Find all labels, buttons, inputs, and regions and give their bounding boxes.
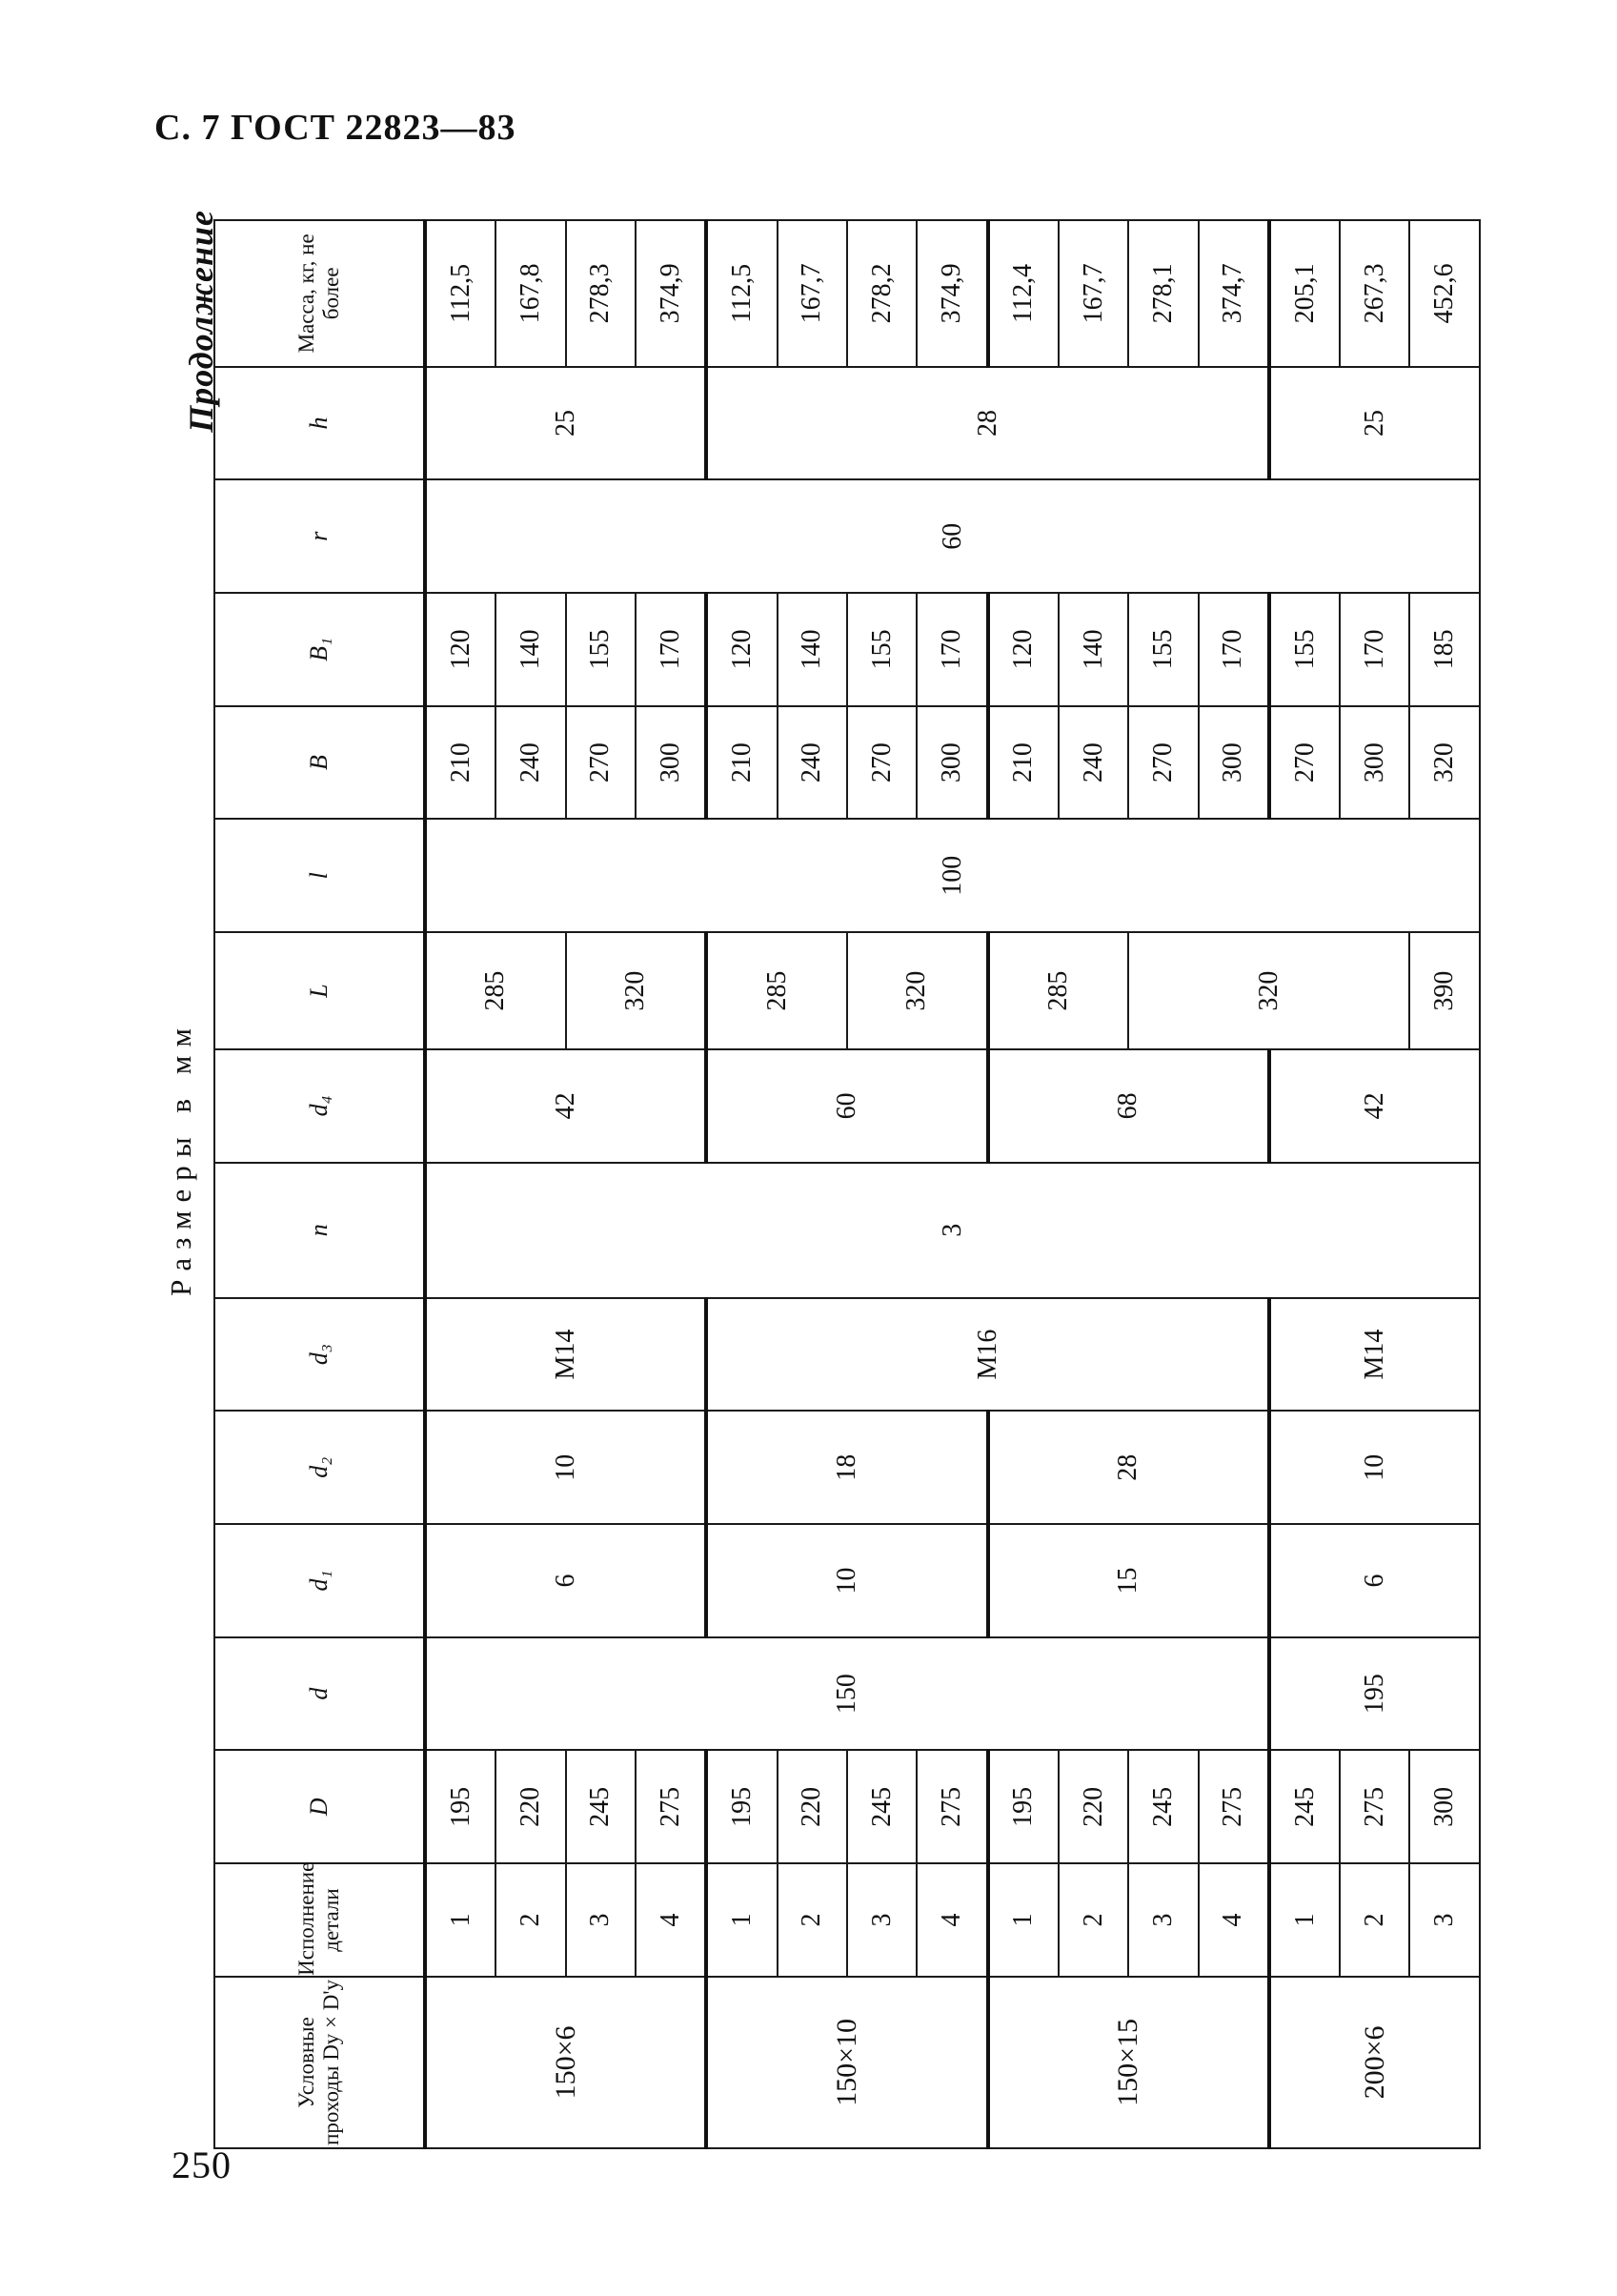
size-cell: 150×15 <box>988 1977 1269 2148</box>
d-cell: 150 <box>425 1637 1269 1751</box>
mass-cell: 112,5 <box>425 220 495 367</box>
table-row <box>425 220 495 2148</box>
d4-cell: 68 <box>988 1049 1269 1163</box>
exec-cell: 2 <box>495 1863 565 1977</box>
D-cell: 300 <box>1409 1750 1480 1863</box>
mass-cell: 167,8 <box>495 220 565 367</box>
size-cell: 150×6 <box>425 1977 706 2148</box>
exec-cell: 1 <box>425 1863 495 1977</box>
B-cell: 240 <box>1059 706 1128 820</box>
d3-cell: M14 <box>425 1298 706 1412</box>
B1-cell: 170 <box>636 593 706 706</box>
col-header-D: D <box>214 1750 425 1863</box>
d4-cell: 42 <box>1269 1049 1480 1163</box>
exec-cell: 3 <box>566 1863 636 1977</box>
mass-cell: 452,6 <box>1409 220 1480 367</box>
B-cell: 270 <box>1269 706 1340 820</box>
B-cell: 300 <box>1340 706 1409 820</box>
B1-cell: 120 <box>425 593 495 706</box>
D-cell: 195 <box>425 1750 495 1863</box>
B-cell: 210 <box>706 706 777 820</box>
L-cell: 320 <box>566 932 707 1049</box>
h-cell: 28 <box>706 367 1269 480</box>
exec-cell: 2 <box>1340 1863 1409 1977</box>
B-cell: 320 <box>1409 706 1480 820</box>
col-header-size: Условные проходы Dу × D'у <box>214 1977 425 2148</box>
L-cell: 320 <box>1128 932 1409 1049</box>
B1-cell: 155 <box>847 593 917 706</box>
mass-cell: 278,3 <box>566 220 636 367</box>
d2-cell: 10 <box>1269 1411 1480 1524</box>
B-cell: 300 <box>1199 706 1269 820</box>
d3-cell: M16 <box>706 1298 1269 1412</box>
page-number: 250 <box>172 2144 232 2186</box>
col-header-mass: Масса, кг, не более <box>214 220 425 367</box>
exec-cell: 1 <box>706 1863 777 1977</box>
mass-cell: 167,7 <box>778 220 847 367</box>
col-header-exec: Исполнение детали <box>214 1863 425 1977</box>
d1-cell: 15 <box>988 1524 1269 1637</box>
mass-cell: 267,3 <box>1340 220 1409 367</box>
B-cell: 270 <box>847 706 917 820</box>
L-cell: 390 <box>1409 932 1480 1049</box>
d2-cell: 18 <box>706 1411 987 1524</box>
h-cell: 25 <box>1269 367 1480 480</box>
r-cell: 60 <box>425 479 1480 593</box>
B1-cell: 155 <box>566 593 636 706</box>
B1-cell: 170 <box>1199 593 1269 706</box>
specification-table <box>213 219 1481 2149</box>
mass-cell: 112,4 <box>988 220 1059 367</box>
B-cell: 270 <box>1128 706 1198 820</box>
mass-cell: 374,9 <box>917 220 987 367</box>
D-cell: 220 <box>1059 1750 1128 1863</box>
mass-cell: 374,9 <box>636 220 706 367</box>
exec-cell: 4 <box>636 1863 706 1977</box>
exec-cell: 4 <box>1199 1863 1269 1977</box>
col-header-d2: d₂ <box>214 1411 425 1524</box>
col-header-l: l <box>214 819 425 932</box>
exec-cell: 3 <box>1409 1863 1480 1977</box>
L-cell: 285 <box>425 932 566 1049</box>
B1-cell: 155 <box>1128 593 1198 706</box>
mass-cell: 278,1 <box>1128 220 1198 367</box>
B-cell: 240 <box>495 706 565 820</box>
exec-cell: 1 <box>988 1863 1059 1977</box>
D-cell: 245 <box>566 1750 636 1863</box>
B-cell: 300 <box>917 706 987 820</box>
B1-cell: 140 <box>1059 593 1128 706</box>
L-cell: 285 <box>988 932 1129 1049</box>
B1-cell: 140 <box>495 593 565 706</box>
col-header-n: n <box>214 1163 425 1298</box>
l-cell: 100 <box>425 819 1480 932</box>
d3-cell: M14 <box>1269 1298 1480 1412</box>
n-cell: 3 <box>425 1163 1480 1298</box>
table-header-row <box>214 220 425 2148</box>
B-cell: 240 <box>778 706 847 820</box>
d-cell: 195 <box>1269 1637 1480 1751</box>
B-cell: 210 <box>425 706 495 820</box>
col-header-d4: d₄ <box>214 1049 425 1163</box>
mass-cell: 167,7 <box>1059 220 1128 367</box>
D-cell: 275 <box>636 1750 706 1863</box>
D-cell: 245 <box>1128 1750 1198 1863</box>
B1-cell: 155 <box>1269 593 1340 706</box>
col-header-h: h <box>214 367 425 480</box>
B-cell: 210 <box>988 706 1059 820</box>
mass-cell: 112,5 <box>706 220 777 367</box>
B-cell: 300 <box>636 706 706 820</box>
size-cell: 150×10 <box>706 1977 987 2148</box>
B1-cell: 120 <box>988 593 1059 706</box>
exec-cell: 3 <box>847 1863 917 1977</box>
col-header-d: d <box>214 1637 425 1751</box>
D-cell: 275 <box>1199 1750 1269 1863</box>
B1-cell: 120 <box>706 593 777 706</box>
D-cell: 220 <box>778 1750 847 1863</box>
h-cell: 25 <box>425 367 706 480</box>
d4-cell: 60 <box>706 1049 987 1163</box>
dimensions-label: Размеры в мм <box>164 1020 197 1296</box>
B1-cell: 185 <box>1409 593 1480 706</box>
col-header-r: r <box>214 479 425 593</box>
mass-cell: 374,7 <box>1199 220 1269 367</box>
exec-cell: 2 <box>778 1863 847 1977</box>
d1-cell: 6 <box>1269 1524 1480 1637</box>
mass-cell: 205,1 <box>1269 220 1340 367</box>
D-cell: 275 <box>1340 1750 1409 1863</box>
mass-cell: 278,2 <box>847 220 917 367</box>
B-cell: 270 <box>566 706 636 820</box>
col-header-d1: d₁ <box>214 1524 425 1637</box>
col-header-L: L <box>214 932 425 1049</box>
continuation-label: Продолжение <box>182 210 220 433</box>
table-rotated-wrapper <box>213 219 1481 2149</box>
exec-cell: 4 <box>917 1863 987 1977</box>
D-cell: 220 <box>495 1750 565 1863</box>
L-cell: 320 <box>847 932 988 1049</box>
B1-cell: 140 <box>778 593 847 706</box>
B1-cell: 170 <box>1340 593 1409 706</box>
d1-cell: 10 <box>706 1524 987 1637</box>
d2-cell: 28 <box>988 1411 1269 1524</box>
d4-cell: 42 <box>425 1049 706 1163</box>
exec-cell: 2 <box>1059 1863 1128 1977</box>
D-cell: 245 <box>847 1750 917 1863</box>
size-cell: 200×6 <box>1269 1977 1480 2148</box>
L-cell: 285 <box>706 932 847 1049</box>
d2-cell: 10 <box>425 1411 706 1524</box>
D-cell: 275 <box>917 1750 987 1863</box>
exec-cell: 1 <box>1269 1863 1340 1977</box>
col-header-d3: d₃ <box>214 1298 425 1412</box>
col-header-B: B <box>214 706 425 820</box>
d1-cell: 6 <box>425 1524 706 1637</box>
B1-cell: 170 <box>917 593 987 706</box>
col-header-B1: B₁ <box>214 593 425 706</box>
D-cell: 195 <box>988 1750 1059 1863</box>
D-cell: 195 <box>706 1750 777 1863</box>
D-cell: 245 <box>1269 1750 1340 1863</box>
page-header: С. 7 ГОСТ 22823—83 <box>154 108 516 148</box>
exec-cell: 3 <box>1128 1863 1198 1977</box>
